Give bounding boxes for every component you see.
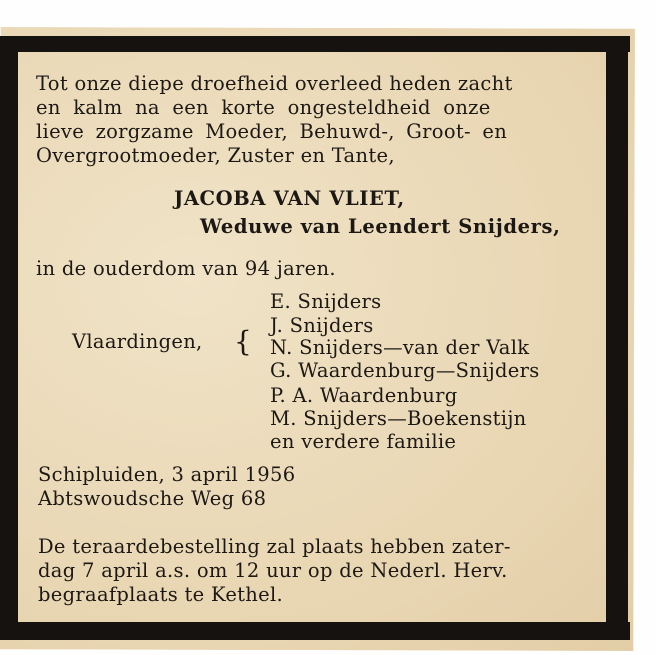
funeral-line-2: dag 7 april a.s. om 12 uur op de Nederl. Herv. — [38, 559, 508, 582]
family-member-4: G. Waardenburg—Snijders — [270, 359, 540, 382]
family-member-5: P. A. Waardenburg — [270, 384, 458, 407]
brace-icon: { — [234, 325, 252, 358]
funeral-line-1: De teraardebestelling zal plaats hebben zater- — [38, 535, 511, 558]
funeral-line-3: begraafplaats te Kethel. — [38, 583, 284, 606]
intro-line-4: Overgrootmoeder, Zuster en Tante, — [36, 144, 395, 167]
date-line: Schipluiden, 3 april 1956 — [38, 463, 296, 486]
mourning-border-right — [606, 36, 628, 640]
mourning-border-left — [0, 36, 18, 640]
deceased-name: JACOBA VAN VLIET, — [174, 187, 405, 210]
place-vlaardingen: Vlaardingen, — [72, 330, 203, 353]
family-member-6: M. Snijders—Boekenstijn — [270, 407, 527, 430]
mourning-border-bottom — [0, 622, 630, 640]
intro-line-2: en kalm na een korte ongesteldheid onze — [36, 96, 491, 119]
intro-line-1: Tot onze diepe droefheid overleed heden zacht — [36, 72, 513, 95]
mourning-border-top — [0, 36, 630, 52]
address-line: Abtswoudsche Weg 68 — [38, 487, 267, 510]
widow-line: Weduwe van Leendert Snijders, — [200, 215, 561, 238]
intro-line-3: lieve zorgzame Moeder, Behuwd-, Groot- en — [36, 120, 508, 143]
family-member-2: J. Snijders — [270, 314, 374, 337]
family-member-1: E. Snijders — [270, 290, 382, 313]
family-member-7: en verdere familie — [270, 430, 457, 453]
age-line: in de ouderdom van 94 jaren. — [36, 257, 336, 280]
family-member-3: N. Snijders—van der Valk — [270, 336, 530, 359]
